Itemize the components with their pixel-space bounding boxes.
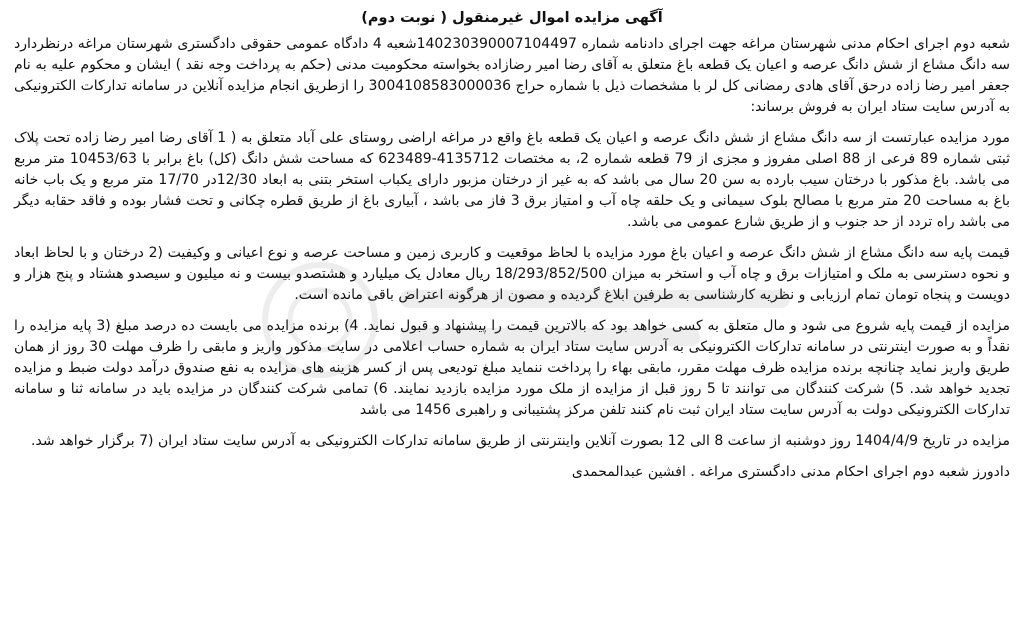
auction-date-paragraph: مزایده در تاریخ 1404/4/9 روز دوشنبه از ساعت 8 الی 12 بصورت آنلاین واینترنتی از طریق سامانه تدارکات الکترونیکی به آدرس سایت ستاد ایران (7 برگزار خواهد شد. <box>31 433 1010 449</box>
base-price-paragraph: قیمت پایه سه دانگ مشاع از شش دانگ عرصه و اعیان باغ مورد مزایده با لحاظ موقعیت و کاربری زمین و مساحت عرصه و نوع اعیانی و وکیفیت (2 درختان و با لحاظ ابعاد و نحوه دسترسی به ملک و امتیازات برق و چاه آب و استخر به میزان 18/293/852/500 ریال معادل یک میلیارد و هشتصدو بیست و نه میلیون و سیصدو هشتاد و پنج هزار و دویست و پنجاه تومان تمام ارزیابی و نظریه کارشناسی به طرفین ابلاغ گردیده و مصون از هرگونه اعتراض باقی مانده است. <box>14 245 1011 303</box>
notice-title: آگهی مزایده اموال غیرمنقول ( نوبت دوم) <box>361 10 663 26</box>
intro-paragraph: شعبه دوم اجرای احکام مدنی شهرستان مراغه جهت اجرای دادنامه شماره 140230390007104497شعبه 4 دادگاه عمومی حقوقی دادگستری شهرستان مراغه درنظردارد سه دانگ مشاع از شش دانگ عرصه و اعیان یک قطعه باغ متعلق به آقای رضا امیر رضازاده بخواسته محکومیت مدنی (حکم به پرداخت وجه نقد ) ایشان و محکوم علیه به نام جعفر امیر رضا زاده درحق آقای هادی رمضانی کل لر با مشخصات ذیل با شماره حراج 3004108583000036 را ازطریق انجام مزایده آنلاین در سامانه تدارکات الکترونیکی به آدرس سایت ستاد ایران به فروش برساند: <box>14 36 1011 115</box>
signature-line: دادورز شعبه دوم اجرای احکام مدنی دادگستری مراغه . افشین عبدالمحمدی <box>571 464 1010 480</box>
property-description-paragraph: مورد مزایده عبارتست از سه دانگ مشاع از شش دانگ عرصه و اعیان یک قطعه باغ واقع در مراغه اراضی روستای علی آباد متعلق به ( 1 آقای رضا امیر رضا زاده تحت پلاک ثبتی شماره 89 فرعی از 88 اصلی مفروز و مجزی از 79 قطعه شماره 2، به مختصات 4135712-623489 که مساحت شش دانگ (کل) باغ برابر با 10453/63 متر مربع می باشد. باغ مذکور با درختان سیب بارده به سن 20 سال می باشد که به غیر از درختان مزبور دارای یکباب استخر بتنی به ابعاد 12/30در 17/70 متر مربع و یک باب خانه باغ به مساحت 20 متر مربع با مصالح بلوک سیمانی و یک حلقه چاه آب و امتیاز برق 3 فاز می باشد ، آبیاری باغ از طریق قطره چکانی و تحت فشار بوده و فاقد حقابه دیگر می باشد راه تردد از حد جنوب و از طریق شارع عمومی می باشد. <box>14 130 1011 230</box>
auction-terms-paragraph: مزایده از قیمت پایه شروع می شود و مال متعلق به کسی خواهد بود که بالاترین قیمت را پیشنهاد و قبول نماید. 4) برنده مزایده می بایست ده درصد مبلغ (3 پایه مزایده را نقداً و به صورت اینترنتی در سامانه تدارکات الکترونیکی به آدرس سایت ستاد ایران به شماره حساب اعلامی در سایت مذکور واریز و مابقی را ظرف مهلت 30 روز از همان طریق واریز نماید چنانچه برنده مزایده ظرف مهلت مقرر، مابقی بهاء را پرداخت ننماید مبلغ تودیعی پس از کسر هزینه های مزایده به نفع صندوق درآمد دولت ضبط و مزایده تجدید خواهد شد. 5) شرکت کنندگان می توانند تا 5 روز قبل از مزایده از ملک مورد مزایده بازدید نمایند. 6) تمامی شرکت کنندگان در مزایده باید در سامانه ثنا و سامانه تدارکات الکترونیکی دولت به آدرس سایت ستاد ایران ثبت نام کنند تلفن مرکز پشتیبانی و راهبری 1456 می باشد <box>14 318 1010 418</box>
